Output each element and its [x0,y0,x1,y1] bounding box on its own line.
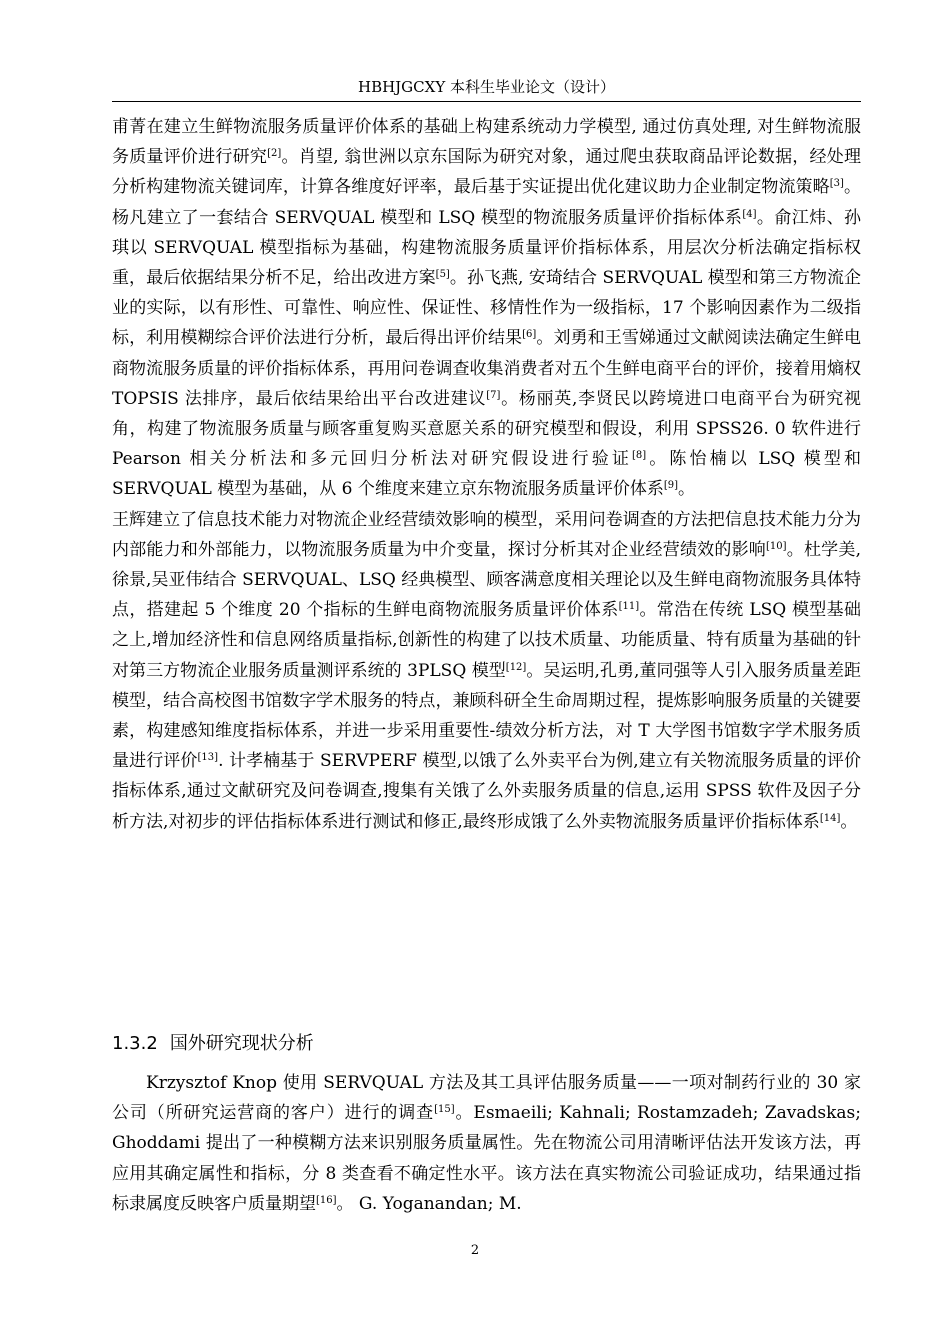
text-run: 。 [840,811,858,832]
citation-marker: [3] [829,178,844,190]
citation-marker: [4] [742,208,757,220]
paragraph-3 [112,1068,861,1219]
text-run: 甫菁在建立生鲜物流服务质量评价体系的基础上构建系统动力学模型, 通过仿真处理, 对生鲜物流服务质量评价进行研究 [112,117,861,168]
page-number: 2 [470,1243,480,1258]
citation-marker: [5] [435,269,450,281]
citation-marker: [11] [618,601,640,613]
text-run: 。杜学美,徐景,吴亚伟结合 SERVQUAL、LSQ 经典模型、顾客满意度相关理论以及生鲜电商物流服务具体特点，搭建起 5 个维度 20 个指标的生鲜电商物流服务质量评价体系 [112,539,862,621]
citation-marker: [2] [267,148,282,160]
text-run: 王辉建立了信息技术能力对物流企业经营绩效影响的模型，采用问卷调查的方法把信息技术能力分为内部能力和外部能力，以物流服务质量为中介变量，探讨分析其对企业经营绩效的影响 [112,509,861,560]
text-run: 。刘勇和王雪娣通过文献阅读法确定生鲜电商物流服务质量的评价指标体系，再用问卷调查收集消费者对五个生鲜电商平台的评价，接着用熵权 TOPSIS 法排序，最后依结果给出平台改进建议 [112,328,862,409]
text-run: 。吴运明,孔勇,董同强等人引入服务质量差距模型，结合高校图书馆数字学术服务的特点，兼顾科研全生命周期过程，提炼影响服务质量的关键要素，构建感知维度指标体系，并进一步采用重要性-绩效分析方法，对 T 大学图书馆数字学术服务质量进行评价 [112,660,861,772]
text-run: 。孙飞燕, 安琦结合 SERVQUAL 模型和第三方物流企业的实际，以有形性、可靠性、响应性、保证性、移情性作为一级指标，17 个影响因素作为二级指标，利用模糊综合评价法进行分析，最后得出评价结果 [112,268,861,349]
section-number: 1.3.2 [112,1033,158,1054]
section-heading [112,1029,314,1059]
citation-marker: [15] [434,1104,455,1116]
page-header: HBHJGCXY 本科生毕业论文（设计） [357,78,615,96]
text-run: 。Esmaeili; Kahnali; Rostamzadeh; Zavadskas; Ghoddami 提出了一种模糊方法来识别服务质量属性。先在物流公司用清晰评估法开发该方法，再应用其确定属性和指标，分 8 类查看不确定性水平。该方法在真实物流公司验证成功，结果通过指标隶属度反映客户质量期望 [112,1103,861,1214]
text-run: 。俞江炜、孙琪以 SERVQUAL 模型指标为基础，构建物流服务质量评价指标体系，用层次分析法确定指标权重，最后依据结果分析不足，给出改进方案 [112,207,861,289]
citation-marker: [13] [197,752,219,764]
citation-marker: [10] [766,540,787,552]
text-run: . 计孝楠基于 SERVPERF 模型,以饿了么外卖平台为例,建立有关物流服务质量的评价指标体系,通过文献研究及问卷调查,搜集有关饿了么外卖服务质量的信息,运用 SPSS 软件及因子分析方法,对初步的评估指标体系进行测试和修正,最终形成饿了么外卖物流服务质量评价指标体系 [112,751,861,832]
header-rule [112,101,861,102]
text-run: 。陈怡楠以 LSQ 模型和 SERVQUAL 模型为基础，从 6 个维度来建立京东物流服务质量评价体系 [112,449,861,500]
paragraph-1 [112,112,861,505]
text-run: 。常浩在传统 LSQ 模型基础之上,增加经济性和信息网络质量指标,创新性的构建了以技术质量、功能质量、特有质量为基础的针对第三方物流企业服务质量测评系统的 3PLSQ 模型 [112,600,861,681]
text-run: 。 [678,479,696,500]
citation-marker: [6] [522,329,537,341]
citation-marker: [16] [316,1194,337,1206]
body-text [112,112,861,837]
text-run: 。 G. Yoganandan; M. [336,1193,522,1214]
citation-marker: [8] [631,450,647,462]
text-run: 。肖望, 翁世洲以京东国际为研究对象，通过爬虫获取商品评论数据，经处理分析构建物流关键词库，计算各维度好评率，最后基于实证提出优化建议助力企业制定物流策略 [112,147,862,198]
text-run: 。杨凡建立了一套结合 SERVQUAL 模型和 LSQ 模型的物流服务质量评价指标体系 [112,177,862,228]
citation-marker: [9] [663,480,679,492]
text-run: Krzysztof Knop 使用 SERVQUAL 方法及其工具评估服务质量——一项对制药行业的 30 家公司（所研究运营商的客户）进行的调查 [112,1073,861,1124]
section-title: 国外研究现状分析 [169,1033,314,1054]
text-run: 。杨丽英,李贤民以跨境进口电商平台为研究视角，构建了物流服务质量与顾客重复购买意愿关系的研究模型和假设，利用 SPSS26. 0 软件进行 Pearson 相关分析法和多元回归分析法对研究假设进行验证 [112,388,861,470]
body-text-2 [112,1068,861,1219]
paragraph-2 [112,505,861,837]
citation-marker: [7] [486,389,501,401]
citation-marker: [12] [505,661,527,673]
citation-marker: [14] [819,812,841,824]
